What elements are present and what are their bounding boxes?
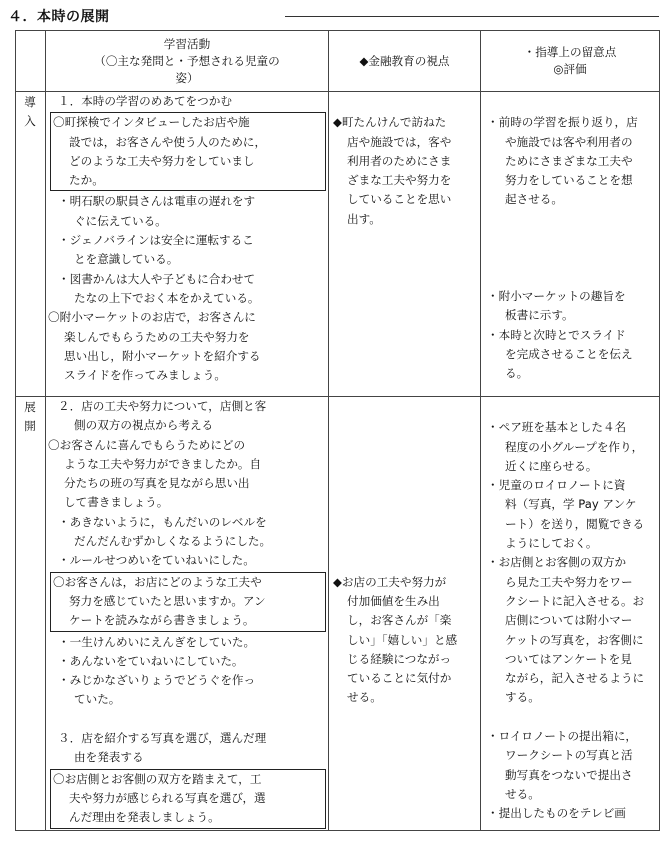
note-line: ・ペア班を基本とした４名 — [487, 420, 627, 435]
box-line: 努力を感じていたと思いますか。アン — [69, 593, 266, 608]
note-line: ・提出したものをテレビ画 — [487, 806, 626, 821]
box-line: 〇お店側とお客側の双方を踏まえて，工 — [53, 771, 262, 786]
header-activity-line: 姿） — [175, 70, 199, 85]
key-question-box — [50, 572, 326, 632]
lesson-plan-table — [15, 30, 660, 831]
header-activity-line: （〇主な発問と・予想される児童の — [94, 53, 280, 68]
expected-response: ・一生けんめいにえんぎをしていた。 — [58, 634, 256, 649]
activity-title: ２．店の工夫や努力について，店側と客 — [58, 399, 267, 413]
question-line: 思い出し，附小マーケットを紹介する — [64, 348, 261, 363]
box-line: んだ理由を発表しましょう。 — [69, 810, 220, 825]
expected-response: ・ジェノバラインは安全に運転するこ — [58, 233, 254, 248]
key-question-box — [50, 769, 326, 829]
stage-char: 開 — [24, 419, 37, 434]
financial-line: し，お客さんが「楽 — [347, 613, 452, 628]
financial-line: していることを思い — [347, 192, 452, 207]
expected-response: とを意識している。 — [74, 252, 179, 267]
key-question-box — [50, 112, 326, 191]
stage-char: 展 — [24, 400, 37, 414]
note-line: 動写真をつないで提出さ — [505, 767, 633, 782]
intro-notes — [481, 92, 660, 397]
stage-char: 導 — [24, 95, 37, 109]
section-heading: ４．本時の展開 — [8, 9, 110, 25]
note-line: ためにさまざまな工夫や — [505, 153, 633, 168]
activity-title: 由を発表する — [74, 750, 144, 765]
note-line: 料（写真，学 Pay アンケ — [505, 497, 637, 512]
note-line: 店側については附小マー — [505, 613, 633, 628]
note-line: を完成させることを伝え — [505, 346, 633, 361]
financial-line: 出す。 — [347, 211, 381, 226]
expected-response: ・ルールせつめいをていねいにした。 — [58, 553, 255, 568]
note-line: ようにしておく。 — [505, 536, 598, 551]
financial-line: ていることに気付か — [347, 671, 452, 686]
financial-line: しい」「嬉しい」と感 — [347, 632, 458, 647]
note-line: 近くに座らせる。 — [505, 458, 598, 473]
question-line: して書きましょう。 — [64, 495, 169, 510]
note-line: する。 — [505, 690, 540, 705]
note-line: や施設では客や利用者の — [505, 134, 633, 149]
heading-rule — [285, 16, 659, 17]
note-line: る。 — [505, 366, 529, 381]
box-line: 夫や努力が感じられる写真を選び，選 — [69, 790, 266, 805]
financial-line: せる。 — [347, 690, 382, 705]
box-line: 設では，お客さんや使う人のために， — [69, 134, 267, 149]
box-line: 〇お客さんは，お店にどのような工夫や — [53, 574, 262, 589]
expected-response: ・みじかなざいりょうでどうぐを作っ — [58, 673, 256, 688]
develop-financial — [329, 397, 481, 831]
note-line: ワークシートの写真と活 — [505, 748, 633, 763]
activity-title: １．本時の学習のめあてをつかむ — [58, 94, 232, 108]
note-line: ケットの写真を，お客側に — [505, 632, 644, 647]
box-line: 〇町探検でインタビューしたお店や施 — [53, 115, 250, 130]
financial-line: 付加価値を生み出 — [347, 593, 440, 608]
expected-response: ・図書かんは大人や子どもに合わせて — [58, 271, 256, 286]
note-line: せる。 — [505, 786, 540, 801]
note-line: クシートに記入させる。お — [505, 593, 645, 608]
box-line: どのような工夫や努力をしていまし — [69, 153, 255, 168]
stage-develop — [16, 397, 46, 831]
note-line: 起させる。 — [505, 192, 563, 207]
header-row — [16, 31, 660, 92]
note-line: ・本時と次時とでスライド — [487, 327, 626, 342]
header-activity — [46, 31, 329, 92]
expected-response: ていた。 — [74, 692, 121, 707]
expected-response: ・あきないように，もんだいのレベルを — [58, 514, 267, 529]
note-line: 程度の小グループを作り， — [505, 439, 644, 454]
intro-activity — [46, 92, 329, 397]
note-line: ながら，記入させるように — [505, 671, 645, 686]
financial-line: 店や施設では，客や — [347, 134, 452, 149]
financial-line: 利用者のためにさま — [347, 153, 452, 168]
expected-response: ・あんないをていねいにしていた。 — [58, 653, 244, 668]
header-notes-line: ◎評価 — [553, 62, 587, 76]
header-notes-line: ・指導上の留意点 — [523, 45, 617, 59]
note-line: ・ロイロノートの提出箱に， — [487, 729, 638, 744]
develop-activity — [46, 397, 329, 831]
financial-line: ◆お店の工夫や努力が — [333, 574, 447, 589]
note-line: ・児童のロイロノートに資 — [487, 478, 626, 493]
financial-line: ざまな工夫や努力を — [347, 173, 452, 188]
question-line: 楽しんでもらうための工夫や努力を — [64, 329, 250, 344]
note-line: ら見た工夫や努力をワー — [505, 574, 633, 589]
box-line: たか。 — [69, 173, 104, 188]
header-activity-line: 学習活動 — [163, 36, 211, 51]
question-line: 分たちの班の写真を見ながら思い出 — [64, 476, 250, 491]
stage-intro — [16, 92, 46, 397]
expected-response: ぐに伝えている。 — [74, 213, 167, 228]
financial-line: じる経験につながっ — [347, 651, 452, 666]
note-line: 努力をしていることを想 — [505, 173, 633, 188]
develop-row — [16, 397, 660, 831]
financial-line: ◆町たんけんで訪ねた — [333, 115, 447, 130]
question-line: スライドを作ってみましょう。 — [64, 368, 226, 383]
intro-row — [16, 92, 660, 397]
expected-response: だんだんむずかしくなるようにした。 — [74, 534, 272, 549]
question-line: 〇お客さんに喜んでもらうためにどの — [48, 437, 246, 452]
activity-title: 側の双方の視点から考える — [74, 418, 214, 433]
note-line: ついてはアンケートを見 — [505, 651, 632, 666]
stage-char: 入 — [24, 114, 37, 129]
activity-title: ３．店を紹介する写真を選び，選んだ理 — [58, 731, 267, 746]
note-line: ・前時の学習を振り返り，店 — [487, 115, 638, 130]
develop-notes — [481, 397, 660, 831]
expected-response: たなの上下でおく本をかえている。 — [74, 290, 260, 305]
header-notes — [481, 31, 660, 92]
box-line: ケートを読みながら書きましょう。 — [69, 613, 255, 628]
intro-financial — [329, 92, 481, 397]
question-line: ような工夫や努力ができましたか。自 — [64, 456, 262, 471]
note-line: ・お店側とお客側の双方か — [487, 555, 627, 570]
expected-response: ・明石駅の駅員さんは電車の遅れをす — [58, 194, 256, 209]
header-stage — [16, 31, 46, 92]
note-line: 板書に示す。 — [505, 308, 574, 323]
question-line: 〇附小マーケットのお店で，お客さんに — [48, 310, 256, 325]
note-line: ート）を送り，閲覧できる — [505, 516, 645, 531]
header-financial: ◆金融教育の視点 — [329, 31, 481, 92]
note-line: ・附小マーケットの趣旨を — [487, 288, 626, 303]
